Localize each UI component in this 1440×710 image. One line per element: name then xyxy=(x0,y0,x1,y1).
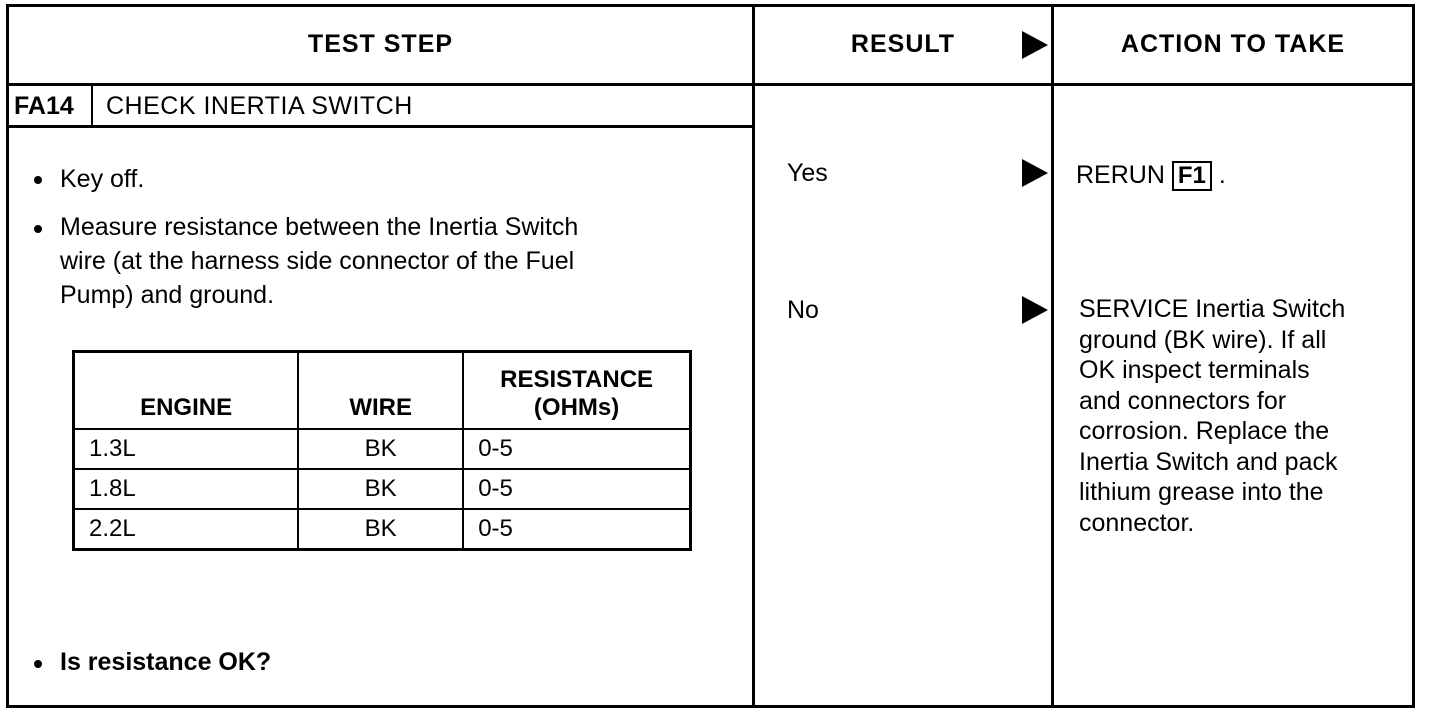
action-no-line: corrosion. Replace the xyxy=(1079,417,1330,445)
instruction-question: Is resistance OK? xyxy=(60,648,272,676)
column-header-resistance xyxy=(463,352,690,430)
resistance-table xyxy=(72,350,692,551)
wire-cell: BK xyxy=(298,509,463,550)
divider-test-result xyxy=(752,4,755,708)
divider-result-action xyxy=(1051,4,1054,708)
table-row xyxy=(74,429,691,469)
header-test-step: TEST STEP xyxy=(307,30,454,58)
action-yes-prefix: RERUN xyxy=(1076,161,1165,189)
step-title-bottom-line xyxy=(6,125,755,128)
action-yes-suffix: . xyxy=(1218,161,1226,189)
result-yes-arrow-icon xyxy=(1022,159,1048,187)
step-code-divider xyxy=(91,85,93,127)
header-arrow-icon xyxy=(1022,31,1048,59)
step-code: FA14 xyxy=(14,92,74,120)
frame-right xyxy=(1412,4,1415,708)
bullet-icon xyxy=(34,176,42,184)
action-no-line: ground (BK wire). If all xyxy=(1079,325,1327,354)
column-header-resistance-line-2: (OHMs) xyxy=(533,394,620,421)
action-no-line: OK inspect terminals xyxy=(1079,356,1310,384)
action-yes xyxy=(1076,158,1226,192)
result-yes: Yes xyxy=(787,159,828,187)
resistance-table-header xyxy=(74,352,691,430)
resistance-cell: 0-5 xyxy=(463,469,690,509)
resistance-cell: 0-5 xyxy=(463,509,690,550)
result-no-arrow-icon xyxy=(1022,296,1048,324)
instruction-measure-line-2: wire (at the harness side connector of the Fuel xyxy=(60,247,575,275)
instruction-measure-line-3: Pump) and ground. xyxy=(60,281,275,309)
instruction-measure-line-1: Measure resistance between the Inertia Switch xyxy=(60,213,579,241)
engine-cell: 1.3L xyxy=(74,429,299,469)
column-header-resistance-line-1: RESISTANCE xyxy=(500,366,654,393)
table-row xyxy=(74,509,691,550)
header-result: RESULT xyxy=(850,30,956,58)
column-header-wire: WIRE xyxy=(298,352,463,430)
engine-cell: 1.8L xyxy=(74,469,299,509)
action-no-line: lithium grease into the xyxy=(1079,478,1324,506)
action-no-line: connector. xyxy=(1079,508,1195,537)
wire-cell: BK xyxy=(298,469,463,509)
action-no-line: and connectors for xyxy=(1079,386,1287,415)
step-title: CHECK INERTIA SWITCH xyxy=(106,92,413,120)
instruction-key-off: Key off. xyxy=(60,165,145,193)
result-no: No xyxy=(787,296,819,324)
column-header-engine: ENGINE xyxy=(74,352,299,430)
header-action: ACTION TO TAKE xyxy=(1120,30,1346,58)
table-row xyxy=(74,469,691,509)
bullet-icon xyxy=(34,660,42,668)
action-no-line: SERVICE Inertia Switch xyxy=(1079,295,1346,323)
action-no xyxy=(1079,294,1345,538)
frame-top xyxy=(6,4,1415,7)
bullet-icon xyxy=(34,225,42,233)
frame-bottom xyxy=(6,705,1415,708)
header-bottom-line xyxy=(6,83,1415,86)
action-no-line: Inertia Switch and pack xyxy=(1079,447,1338,476)
frame-left xyxy=(6,4,9,708)
engine-cell: 2.2L xyxy=(74,509,299,550)
wire-cell: BK xyxy=(298,429,463,469)
resistance-cell: 0-5 xyxy=(463,429,690,469)
action-yes-step-ref: F1 xyxy=(1172,161,1212,191)
